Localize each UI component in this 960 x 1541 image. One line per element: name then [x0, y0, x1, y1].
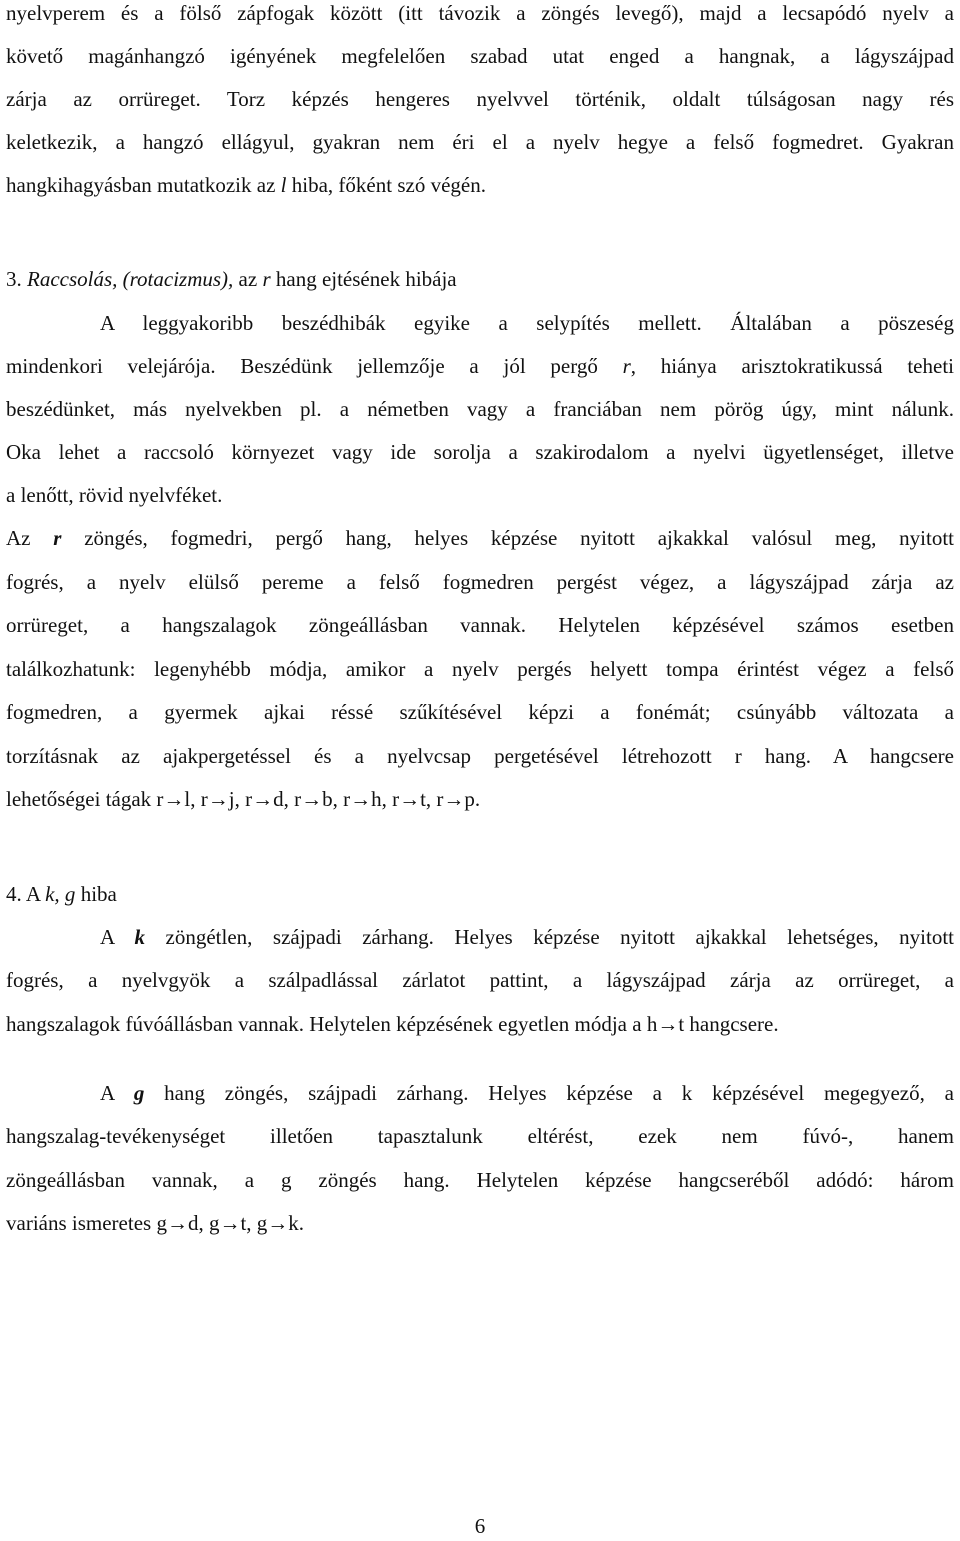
paragraph-line — [6, 654, 954, 684]
text: hang ejtésének hibája — [270, 267, 457, 291]
paragraph-line — [6, 567, 954, 597]
text: A — [100, 1081, 134, 1105]
text: fogmedren, a gyermek ajkai réssé szűkítésével képzi a fonémát; csúnyább változata a — [6, 700, 954, 724]
paragraph-line — [6, 922, 954, 952]
section-heading — [6, 879, 954, 909]
text: zárja az orrüreget. Torz képzés hengeres nyelvvel történik, oldalt túlságosan nagy rés — [6, 87, 954, 111]
text: keletkezik, a hangzó ellágyul, gyakran nem éri el a nyelv hegye a felső fogmedret. Gyakran — [6, 130, 954, 154]
italic-letter: r — [262, 267, 271, 291]
text: A — [100, 925, 135, 949]
bold-italic-letter: r — [53, 526, 62, 550]
paragraph-line — [6, 394, 954, 424]
text: orrüreget, a hangszalagok zöngeállásban vannak. Helytelen képzésével számos esetben — [6, 613, 954, 637]
text: beszédünket, más nyelvekben pl. a németben vagy a franciában nem pörög úgy, mint nálunk. — [6, 397, 954, 421]
text: hangszalagok fúvóállásban vannak. Helytelen képzésének egyetlen módja a h→t hangcsere. — [6, 1012, 779, 1036]
text: találkozhatunk: legenyhébb módja, amikor a nyelv pergés helyett tompa érintést végez a felső — [6, 657, 954, 681]
paragraph-line — [6, 523, 954, 553]
paragraph-line — [6, 127, 954, 157]
text: zöngés, fogmedri, pergő hang, helyes képzése nyitott ajkakkal valósul meg, nyitott — [61, 526, 954, 550]
italic-letter: r — [622, 354, 631, 378]
paragraph-line — [6, 1121, 954, 1151]
text: fogrés, a nyelv elülső pereme a felső fogmedren pergést végez, a lágyszájpad zárja az — [6, 570, 954, 594]
text: hangkihagyásban mutatkozik az — [6, 173, 281, 197]
text: nyelvperem és a fölső zápfogak között (itt távozik a zöngés levegő), majd a lecsapódó nyelv a — [6, 1, 954, 25]
paragraph-line — [6, 610, 954, 640]
paragraph-line — [6, 1078, 954, 1108]
text: variáns ismeretes g→d, g→t, g→k. — [6, 1211, 305, 1235]
text: követő magánhangzó igényének megfelelően szabad utat enged a hangnak, a lágyszájpad — [6, 44, 954, 68]
paragraph-line — [6, 41, 954, 71]
text: hiba, főként szó végén. — [286, 173, 486, 197]
paragraph-line — [6, 437, 954, 467]
text: A leggyakoribb beszédhibák egyike a selypítés mellett. Általában a pöszeség — [100, 311, 954, 335]
text: hiba — [75, 882, 117, 906]
text: Oka lehet a raccsoló környezet vagy ide sorolja a szakirodalom a nyelvi ügyetlenséget, illetve — [6, 440, 954, 464]
paragraph-line — [6, 351, 954, 381]
paragraph-line — [6, 697, 954, 727]
paragraph-line — [6, 784, 954, 814]
paragraph-line — [6, 308, 954, 338]
paragraph-line — [6, 965, 954, 995]
paragraph-line — [6, 741, 954, 771]
text: a lenőtt, rövid nyelvféket. — [6, 483, 223, 507]
bold-italic-letter: g — [133, 1081, 145, 1105]
bold-italic-letter: k — [134, 925, 146, 949]
paragraph-line — [6, 1009, 954, 1039]
page-number: 6 — [474, 1514, 486, 1538]
section-heading — [6, 264, 954, 294]
section-number: 3. — [6, 267, 27, 291]
text: hangszalag-tevékenységet illetően tapasztalunk eltérést, ezek nem fúvó-, hanem — [6, 1124, 954, 1148]
paragraph-line — [6, 84, 954, 114]
paragraph-line — [6, 1165, 954, 1195]
text: , hiánya arisztokratikussá teheti — [630, 354, 954, 378]
section-title-italic: k, g — [45, 882, 76, 906]
text: zöngétlen, szájpadi zárhang. Helyes képzése nyitott ajkakkal lehetséges, nyitott — [145, 925, 955, 949]
text: Az — [6, 526, 54, 550]
italic-letter: l — [280, 173, 287, 197]
text: zöngeállásban vannak, a g zöngés hang. Helytelen képzése hangcseréből adódó: három — [6, 1168, 954, 1192]
section-number: 4. A — [6, 882, 46, 906]
section-title-italic: Raccsolás, (rotacizmus), — [27, 267, 234, 291]
text: fogrés, a nyelvgyök a szálpadlással zárlatot pattint, a lágyszájpad zárja az orrüreget, a — [6, 968, 954, 992]
text: hang zöngés, szájpadi zárhang. Helyes képzése a k képzésével megegyező, a — [144, 1081, 954, 1105]
text: torzításnak az ajakpergetéssel és a nyelvcsap pergetésével létrehozott r hang. A hangcsere — [6, 744, 954, 768]
paragraph-line — [6, 480, 954, 510]
text: az — [233, 267, 263, 291]
paragraph-line — [6, 170, 954, 200]
paragraph-line — [6, 1208, 954, 1238]
text: lehetőségei tágak r→l, r→j, r→d, r→b, r→h, r→t, r→p. — [6, 787, 481, 811]
text: mindenkori velejárója. Beszédünk jellemzője a jól pergő — [6, 354, 623, 378]
paragraph-line — [6, 0, 954, 28]
